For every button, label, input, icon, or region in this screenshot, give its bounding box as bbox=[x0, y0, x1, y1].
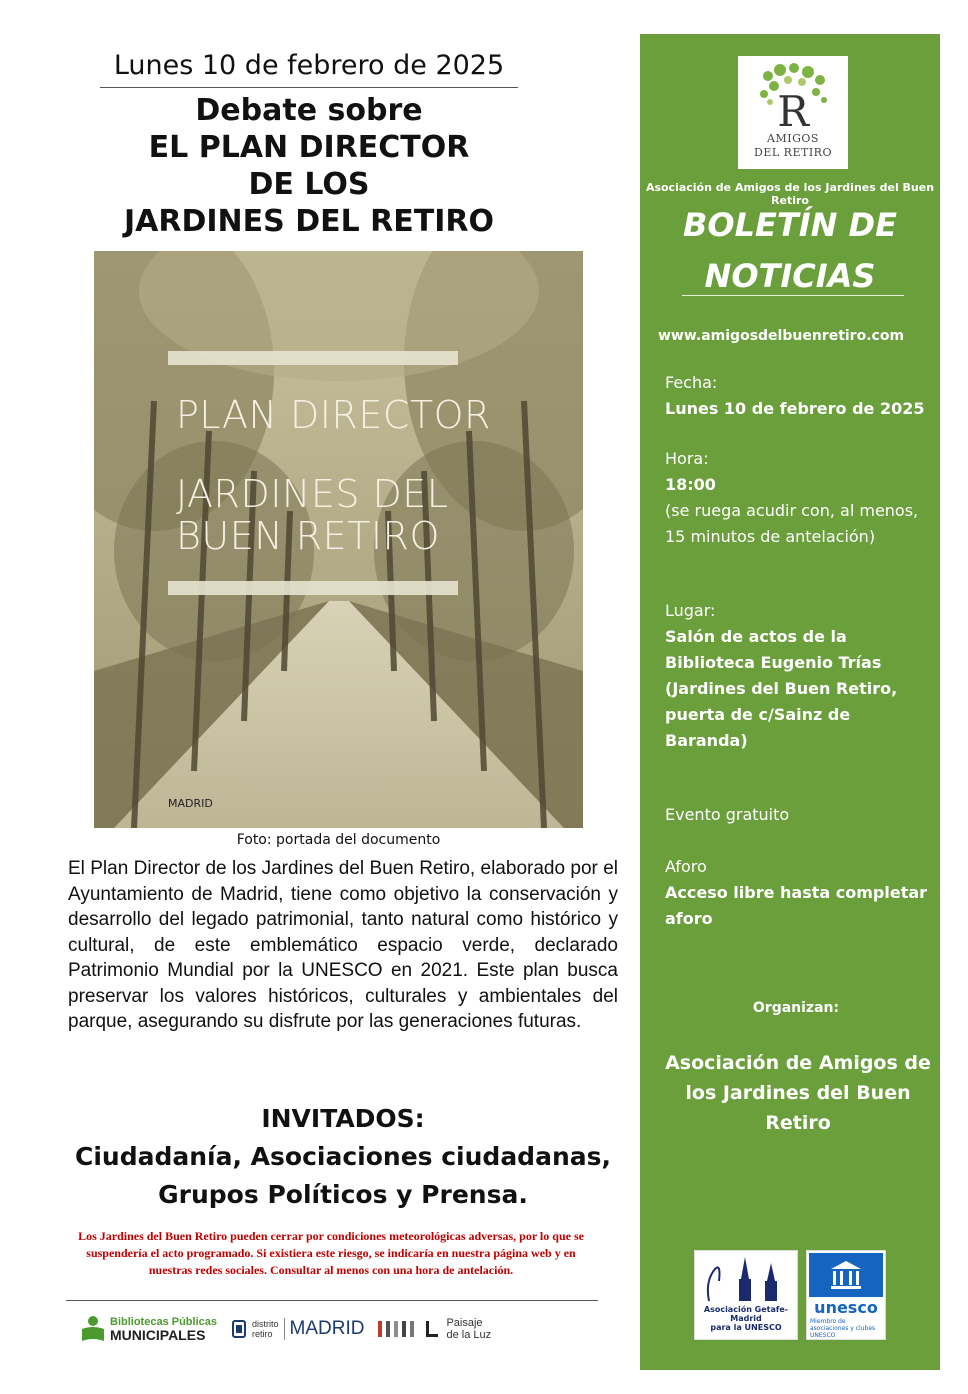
fecha-block bbox=[665, 370, 935, 422]
organizer-name: Asociación de Amigos de los Jardines del Buen Retiro bbox=[665, 1052, 931, 1134]
aforo-value: Acceso libre hasta completar aforo bbox=[665, 883, 928, 928]
fecha-label: Fecha: bbox=[665, 373, 718, 392]
bibliotecas-logo bbox=[80, 1315, 217, 1343]
cover-bottom-bar bbox=[168, 581, 458, 595]
organizan-label: Organizan: bbox=[752, 1000, 840, 1016]
boletin-heading bbox=[640, 200, 940, 302]
church-towers-icon bbox=[695, 1251, 797, 1305]
unesco-emblem bbox=[809, 1253, 883, 1297]
website-link[interactable]: www.amigosdelbuenretiro.com bbox=[658, 328, 905, 344]
newsletter-sidebar bbox=[640, 34, 940, 1370]
unesco-note: Miembro de asociaciones y clubes UNESCO bbox=[810, 1318, 876, 1339]
paisaje-label: Paisaje bbox=[446, 1317, 483, 1329]
unesco-word: unesco bbox=[814, 1298, 878, 1317]
cover-title-1: PLAN DIRECTOR bbox=[176, 393, 491, 437]
municipales-label: MUNICIPALES bbox=[110, 1327, 206, 1343]
hora-label: Hora: bbox=[665, 449, 709, 468]
aforo-label: Aforo bbox=[665, 857, 707, 876]
distrito-label: distrito bbox=[251, 1319, 279, 1329]
getafe-unesco-badge bbox=[694, 1250, 798, 1340]
invitados-block bbox=[68, 1100, 618, 1214]
hora-block bbox=[665, 446, 935, 550]
association-name: Asociación de Amigos de los Jardines del Buen Retiro bbox=[645, 181, 935, 207]
lugar-block bbox=[665, 598, 935, 754]
cover-top-bar bbox=[168, 351, 458, 365]
boletin-underline bbox=[682, 295, 904, 296]
evento-gratuito: Evento gratuito bbox=[665, 805, 790, 824]
bibliotecas-label: Bibliotecas Públicas bbox=[110, 1316, 217, 1328]
logo-amigos: AMIGOS bbox=[767, 132, 819, 145]
aforo-block bbox=[665, 854, 935, 932]
de-la-luz-label: de la Luz bbox=[446, 1329, 492, 1341]
boletin-line-1: BOLETÍN DE bbox=[683, 206, 897, 244]
getafe-text bbox=[695, 1305, 797, 1332]
unesco-badge bbox=[806, 1250, 886, 1340]
temple-icon bbox=[809, 1253, 883, 1297]
lugar-label: Lugar: bbox=[665, 601, 716, 620]
tree-r-icon bbox=[738, 56, 848, 132]
fecha-value: Lunes 10 de febrero de 2025 bbox=[665, 399, 925, 418]
invitados-line-1: Ciudadanía, Asociaciones ciudadanas, bbox=[74, 1142, 611, 1171]
madrid-label: MADRID bbox=[284, 1318, 365, 1340]
page-title bbox=[100, 92, 518, 240]
title-line-1: Debate sobre bbox=[195, 93, 423, 128]
distrito-retiro-logo bbox=[231, 1318, 364, 1340]
event-date: Lunes 10 de febrero de 2025 bbox=[100, 50, 518, 88]
cover-photo bbox=[94, 251, 583, 828]
footer-logos bbox=[80, 1312, 600, 1346]
retiro-label: retiro bbox=[251, 1329, 273, 1339]
invitados-line-2: Grupos Políticos y Prensa. bbox=[158, 1180, 528, 1209]
weather-warning: Los Jardines del Buen Retiro pueden cerrar por condiciones meteorológicas adversas, por lo que se suspendería el acto programado. Si existiera este riesgo, se indicaría en nuestra página web y en nuestras redes sociales. Consultar al menos con una hora de antelación. bbox=[78, 1229, 584, 1277]
lugar-value: Salón de actos de la Biblioteca Eugenio Trías (Jardines del Buen Retiro, puerta de c/Sainz de Baranda) bbox=[665, 627, 898, 750]
hora-value: 18:00 bbox=[665, 475, 716, 494]
paisaje-bars-icon bbox=[378, 1319, 440, 1339]
logo-letter: R bbox=[777, 87, 809, 132]
photo-caption: Foto: portada del documento bbox=[236, 832, 441, 848]
invitados-heading: INVITADOS: bbox=[261, 1104, 425, 1133]
cover-title-2 bbox=[176, 473, 448, 557]
cover-title-2a: JARDINES DEL bbox=[176, 472, 449, 516]
paisaje-de-la-luz-logo bbox=[378, 1317, 491, 1341]
reader-icon bbox=[80, 1315, 106, 1343]
boletin-line-2: NOTICIAS bbox=[704, 257, 876, 295]
title-line-2: EL PLAN DIRECTOR bbox=[148, 130, 470, 165]
getafe-line-2: para la UNESCO bbox=[710, 1323, 782, 1332]
logo-wordmark bbox=[738, 132, 848, 160]
title-line-4: JARDINES DEL RETIRO bbox=[124, 204, 494, 239]
madrid-crest-icon bbox=[231, 1318, 247, 1340]
title-line-3: DE LOS bbox=[248, 167, 370, 202]
getafe-line-1: Asociación Getafe-Madrid bbox=[703, 1305, 789, 1323]
cover-madrid-mark: MADRID bbox=[168, 797, 213, 810]
description-paragraph: El Plan Director de los Jardines del Buen Retiro, elaborado por el Ayuntamiento de Madrid, tiene como objetivo la conservación y desarrollo del legado patrimonial, tanto natural como histórico y cultural, de este emblemático espacio verde, declarado Patrimonio Mundial por la UNESCO en 2021. Este plan busca preservar los valores históricos, culturales y ambientales del parque, asegurando su disfrute por las generaciones futuras. bbox=[68, 858, 618, 1032]
logo-del-retiro: DEL RETIRO bbox=[754, 146, 832, 159]
amigos-del-retiro-logo bbox=[738, 56, 848, 169]
footer-divider bbox=[66, 1300, 598, 1301]
cover-title-2b: BUEN RETIRO bbox=[176, 514, 440, 558]
hora-note: (se ruega acudir con, al menos, 15 minutos de antelación) bbox=[665, 501, 919, 546]
